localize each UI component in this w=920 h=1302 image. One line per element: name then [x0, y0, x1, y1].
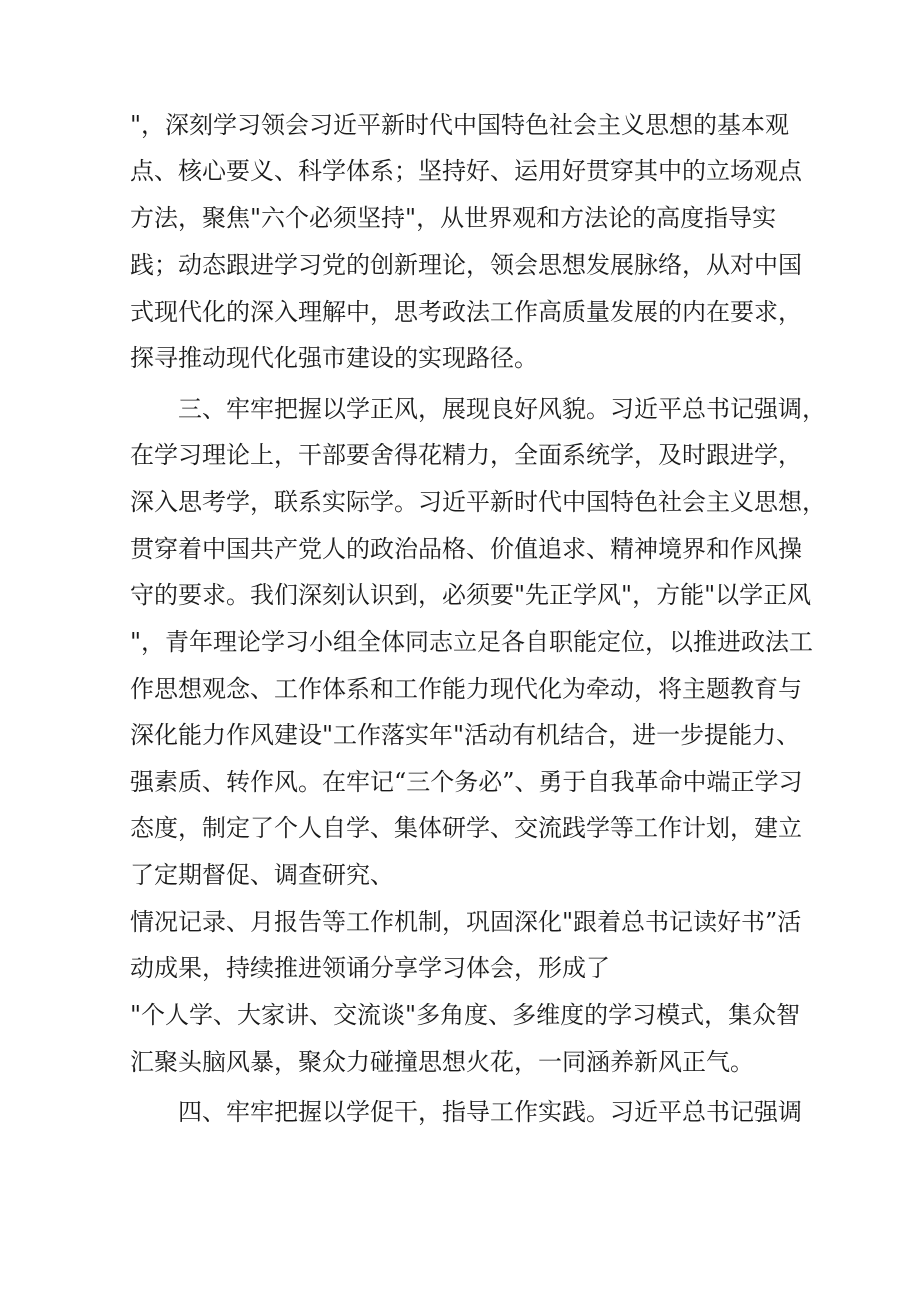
paragraph-line: 了定期督促、调查研究、 [130, 861, 394, 889]
paragraph-line: "，青年理论学习小组全体同志立足各自职能定位，以推进政法工 [130, 628, 814, 656]
paragraph-line: 探寻推动现代化强市建设的实现路径。 [130, 344, 538, 372]
paragraph-line: 汇聚头脑风暴，聚众力碰撞思想火花，一同涵养新风正气。 [130, 1048, 754, 1076]
paragraph-line: "个人学、大家讲、交流谈"多角度、多维度的学习模式，集众智 [130, 1001, 801, 1029]
paragraph-line: 动成果，持续推进领诵分享学习体会，形成了 [130, 954, 610, 982]
paragraph-line: 点、核心要义、科学体系；坚持好、运用好贯穿其中的立场观点 [130, 157, 802, 185]
paragraph-line: 态度，制定了个人自学、集体研学、交流践学等工作计划，建立 [130, 814, 802, 842]
paragraph-line: 贯穿着中国共产党人的政治品格、价值追求、精神境界和作风操 [130, 535, 802, 563]
paragraph-line: 践；动态跟进学习党的创新理论，领会思想发展脉络，从对中国 [130, 251, 802, 279]
paragraph-line: 情况记录、月报告等工作机制，巩固深化"跟着总书记读好书”活 [130, 908, 802, 936]
paragraph-line: 深入思考学，联系实际学。习近平新时代中国特色社会主义思想， [130, 488, 826, 516]
section-heading-line: 三、牢牢把握以学正风，展现良好风貌。习近平总书记强调， [178, 395, 826, 423]
paragraph-line: 强素质、转作风。在牢记“三个务必”、勇于自我革命中端正学习 [130, 768, 803, 796]
paragraph-line: 守的要求。我们深刻认识到，必须要"先正学风"，方能"以学正风 [130, 581, 812, 609]
paragraph-line: 方法，聚焦"六个必须坚持"，从世界观和方法论的高度指导实 [130, 204, 777, 232]
paragraph-line: 式现代化的深入理解中，思考政法工作高质量发展的内在要求， [130, 298, 802, 326]
paragraph-line: 作思想观念、工作体系和工作能力现代化为牵动，将主题教育与 [130, 675, 802, 703]
paragraph-line: 在学习理论上，干部要舍得花精力，全面系统学，及时跟进学， [130, 441, 802, 469]
paragraph-line: 深化能力作风建设"工作落实年"活动有机结合，进一步提能力、 [130, 721, 801, 749]
section-heading-line: 四、牢牢把握以学促干，指导工作实践。习近平总书记强调 [178, 1098, 802, 1126]
paragraph-line: "，深刻学习领会习近平新时代中国特色社会主义思想的基本观 [130, 111, 790, 139]
